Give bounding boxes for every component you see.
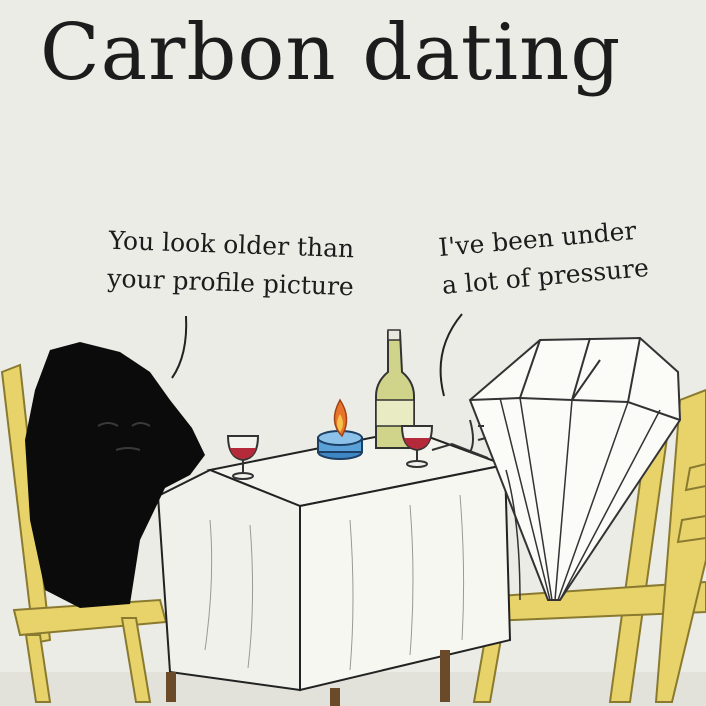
- right-speech-line-2: a lot of pressure: [440, 252, 650, 300]
- left-speech-pointer: [172, 316, 186, 378]
- table: [158, 430, 510, 706]
- table-leg: [166, 672, 176, 702]
- right-speech-line-1: I've been under: [437, 215, 638, 263]
- candle: [318, 400, 362, 459]
- left-speech-line-2: your profile picture: [106, 263, 355, 302]
- right-speech-pointer: [441, 314, 462, 396]
- comic-title: Carbon dating: [40, 8, 622, 98]
- table-leg: [330, 688, 340, 706]
- table-leg: [440, 650, 450, 702]
- left-speech-text: [107, 222, 356, 307]
- left-speech-line-1: You look older than: [108, 225, 355, 264]
